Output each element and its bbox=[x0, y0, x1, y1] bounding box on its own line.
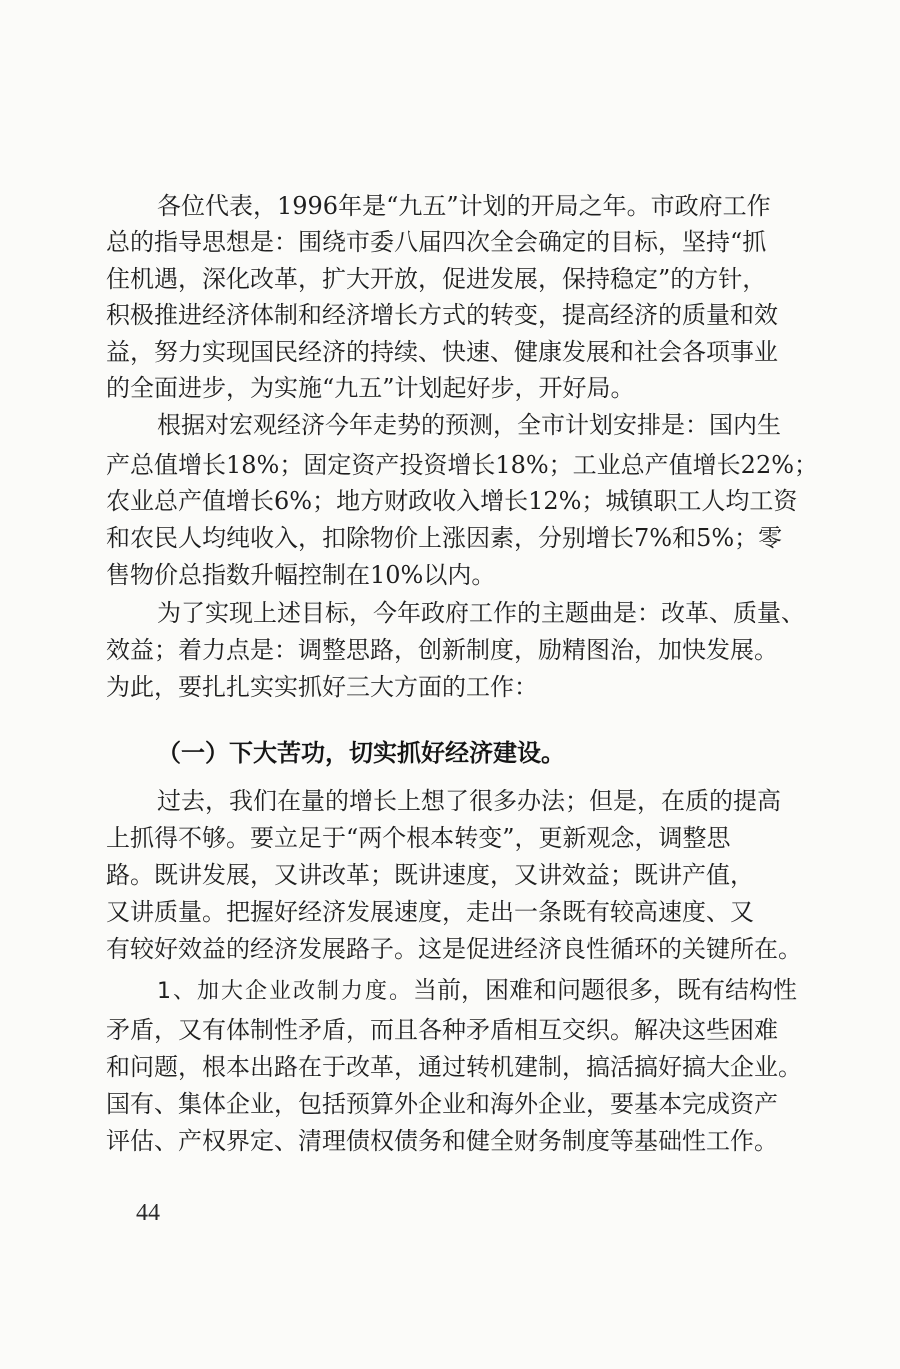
paragraph-line: 售物价总指数升幅控制在10%以内。 bbox=[106, 561, 496, 589]
item-text: 当前，困难和问题很多，既有结构性 bbox=[413, 976, 797, 1004]
paragraph-line: 和问题，根本出路在于改革，通过转机建制，搞活搞好搞大企业。 bbox=[106, 1053, 802, 1081]
paragraph-line: 的全面进步，为实施“九五”计划起好步，开好局。 bbox=[106, 374, 635, 402]
paragraph-line: 上抓得不够。要立足于“两个根本转变”，更新观念，调整思 bbox=[106, 824, 731, 852]
paragraph-line: 根据对宏观经济今年走势的预测，全市计划安排是：国内生 bbox=[157, 411, 781, 439]
paragraph-line: 产总值增长18%；固定资产投资增长18%；工业总产值增长22%； bbox=[106, 451, 819, 479]
paragraph-line: 益，努力实现国民经济的持续、快速、健康发展和社会各项事业 bbox=[106, 338, 778, 366]
section-heading: （一）下大苦功，切实抓好经济建设。 bbox=[157, 739, 565, 767]
item-label: 1、加大企业改制力度。 bbox=[157, 979, 413, 1004]
paragraph-line: 效益；着力点是：调整思路，创新制度，励精图治，加快发展。 bbox=[106, 636, 778, 664]
paragraph-line: 又讲质量。把握好经济发展速度，走出一条既有较高速度、又 bbox=[106, 898, 754, 926]
paragraph-line: 各位代表，1996年是“九五”计划的开局之年。市政府工作 bbox=[157, 192, 771, 220]
paragraph-line: 过去，我们在量的增长上想了很多办法；但是，在质的提高 bbox=[157, 787, 781, 815]
page-number: 44 bbox=[136, 1200, 160, 1226]
paragraph-line: 积极推进经济体制和经济增长方式的转变，提高经济的质量和效 bbox=[106, 301, 778, 329]
paragraph-line: 国有、集体企业，包括预算外企业和海外企业，要基本完成资产 bbox=[106, 1090, 778, 1118]
paragraph-line: 和农民人均纯收入，扣除物价上涨因素，分别增长7%和5%；零 bbox=[106, 524, 783, 552]
numbered-item-line bbox=[157, 970, 900, 1010]
paragraph-line: 总的指导思想是：围绕市委八届四次全会确定的目标，坚持“抓 bbox=[106, 228, 767, 256]
paragraph-line: 路。既讲发展，又讲改革；既讲速度，又讲效益；既讲产值， bbox=[106, 861, 754, 889]
paragraph-line: 矛盾，又有体制性矛盾，而且各种矛盾相互交织。解决这些困难 bbox=[106, 1016, 778, 1044]
paragraph-line: 有较好效益的经济发展路子。这是促进经济良性循环的关键所在。 bbox=[106, 935, 802, 963]
paragraph-line: 为此，要扎扎实实抓好三大方面的工作： bbox=[106, 673, 538, 701]
paragraph-line: 住机遇，深化改革，扩大开放，促进发展，保持稳定”的方针， bbox=[106, 265, 767, 293]
paragraph-line: 为了实现上述目标，今年政府工作的主题曲是：改革、质量、 bbox=[157, 599, 805, 627]
paragraph-line: 农业总产值增长6%；地方财政收入增长12%；城镇职工人均工资 bbox=[106, 487, 798, 515]
paragraph-line: 评估、产权界定、清理债权债务和健全财务制度等基础性工作。 bbox=[106, 1127, 778, 1155]
